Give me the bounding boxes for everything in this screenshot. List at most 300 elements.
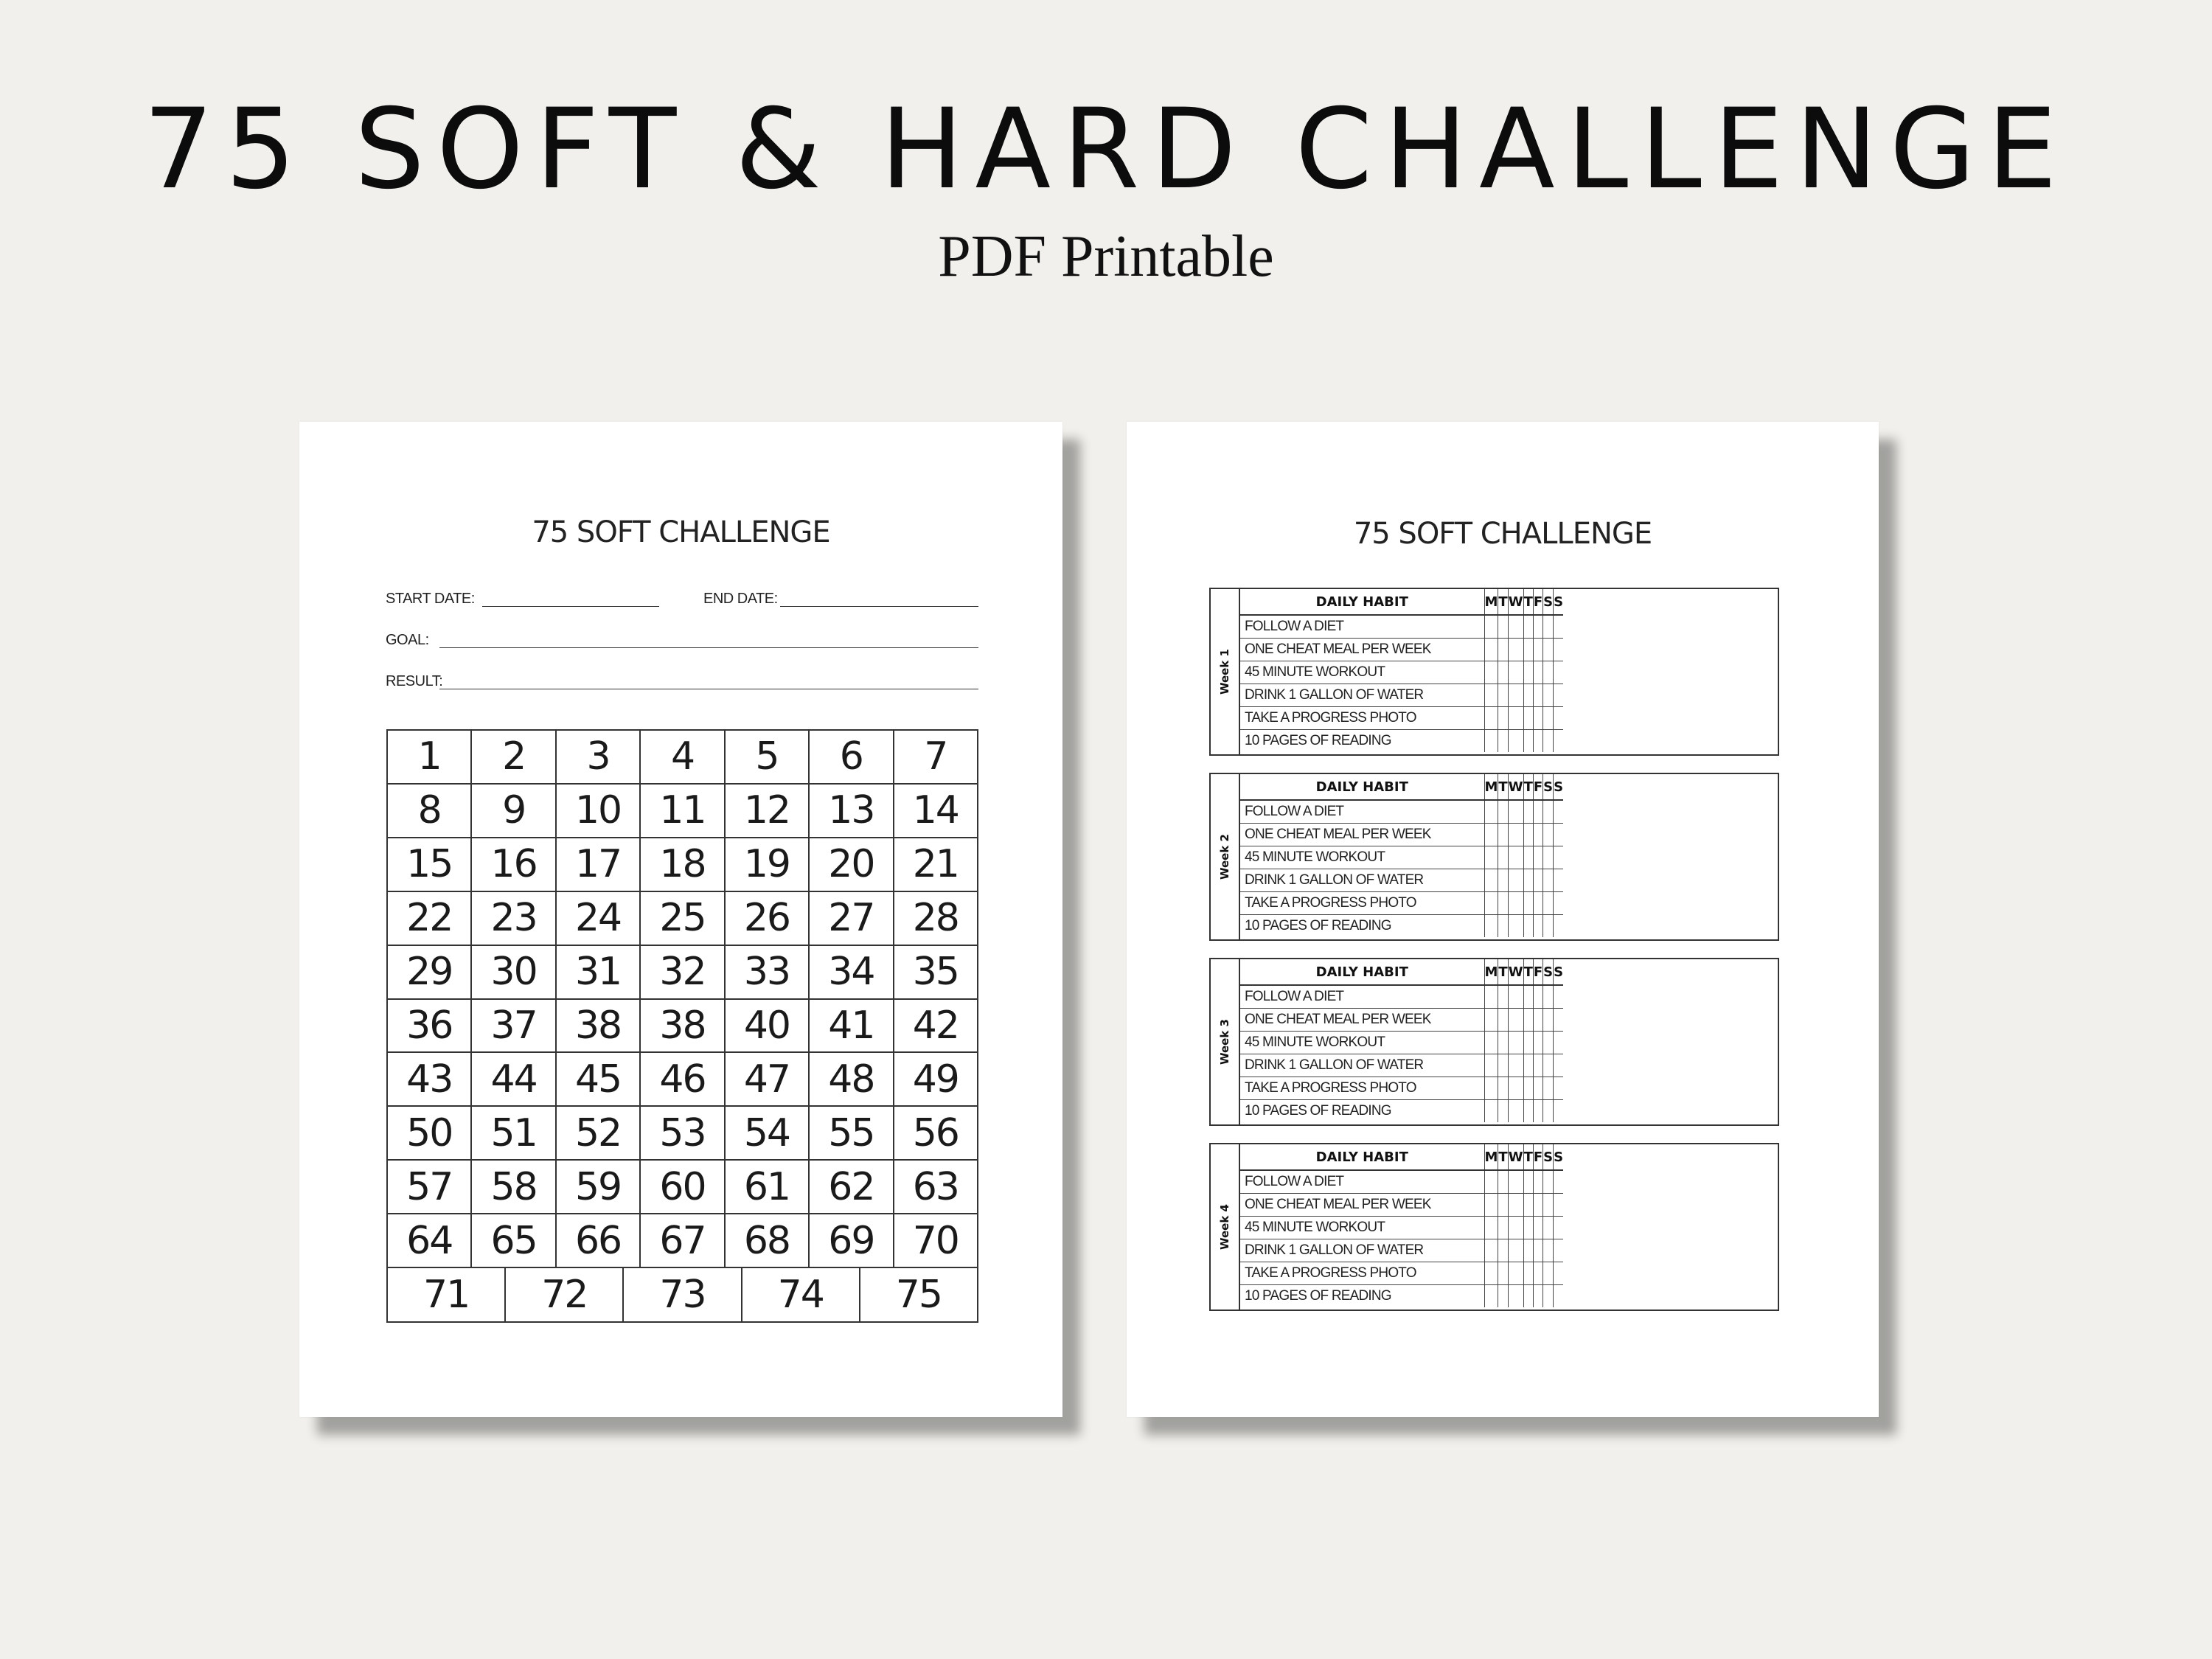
habit-row	[1240, 891, 1563, 914]
checkbox-cell	[1498, 1284, 1508, 1307]
habit-name: ONE CHEAT MEAL PER WEEK	[1240, 1193, 1484, 1216]
day-header: T	[1523, 589, 1533, 615]
checkbox-cell	[1543, 706, 1554, 729]
checkbox-cell	[1554, 1262, 1563, 1284]
checkbox-cell	[1508, 1031, 1523, 1054]
day-cell: 60	[641, 1161, 725, 1214]
habit-row	[1240, 823, 1563, 846]
checkbox-cell	[1533, 1031, 1543, 1054]
checkbox-cell	[1498, 1054, 1508, 1077]
day-header: T	[1498, 959, 1508, 985]
checkbox-cell	[1523, 869, 1533, 891]
checkbox-cell	[1533, 1193, 1543, 1216]
day-cell: 72	[506, 1268, 624, 1323]
day-cell: 70	[894, 1214, 978, 1268]
habit-row	[1240, 1031, 1563, 1054]
checkbox-cell	[1533, 684, 1543, 706]
checkbox-cell	[1543, 823, 1554, 846]
checkbox-cell	[1554, 1077, 1563, 1099]
checkbox-cell	[1543, 800, 1554, 823]
checkbox-cell	[1523, 706, 1533, 729]
habit-name: ONE CHEAT MEAL PER WEEK	[1240, 823, 1484, 846]
checkbox-cell	[1498, 869, 1508, 891]
week-label-column	[1211, 959, 1240, 1124]
habit-row	[1240, 1216, 1563, 1239]
checkbox-cell	[1543, 638, 1554, 661]
day-header: F	[1533, 774, 1543, 800]
day-cell: 65	[472, 1214, 556, 1268]
end-date-label: END DATE:	[703, 591, 778, 607]
habit-table	[1240, 589, 1563, 752]
habit-row	[1240, 846, 1563, 869]
checkbox-cell	[1508, 1216, 1523, 1239]
checkbox-cell	[1508, 823, 1523, 846]
checkbox-cell	[1554, 869, 1563, 891]
day-cell: 26	[726, 892, 810, 946]
day-cell: 42	[894, 1000, 978, 1054]
checkbox-cell	[1554, 1239, 1563, 1262]
day-cell: 66	[557, 1214, 641, 1268]
checkbox-cell	[1554, 985, 1563, 1008]
checkbox-cell	[1533, 1216, 1543, 1239]
habit-name: ONE CHEAT MEAL PER WEEK	[1240, 1008, 1484, 1031]
checkbox-cell	[1554, 1099, 1563, 1122]
checkbox-cell	[1498, 1216, 1508, 1239]
day-cell: 63	[894, 1161, 978, 1214]
habit-header: DAILY HABIT	[1240, 774, 1484, 800]
checkbox-cell	[1523, 729, 1533, 752]
checkbox-cell	[1533, 869, 1543, 891]
habit-table	[1240, 959, 1563, 1122]
checkbox-cell	[1554, 615, 1563, 638]
day-header: S	[1543, 1144, 1554, 1170]
checkbox-cell	[1533, 823, 1543, 846]
checkbox-cell	[1498, 1031, 1508, 1054]
habit-name: TAKE A PROGRESS PHOTO	[1240, 1077, 1484, 1099]
checkbox-cell	[1543, 1193, 1554, 1216]
checkbox-cell	[1543, 1077, 1554, 1099]
day-header: S	[1554, 774, 1563, 800]
day-cell: 29	[388, 946, 472, 1000]
day-cell: 54	[726, 1107, 810, 1161]
habit-name: FOLLOW A DIET	[1240, 985, 1484, 1008]
day-header: W	[1508, 959, 1523, 985]
checkbox-cell	[1523, 1008, 1533, 1031]
habit-name: 10 PAGES OF READING	[1240, 729, 1484, 752]
checkbox-cell	[1484, 684, 1498, 706]
day-header: F	[1533, 959, 1543, 985]
habit-name: DRINK 1 GALLON OF WATER	[1240, 1239, 1484, 1262]
habit-header-row	[1240, 589, 1563, 615]
checkbox-cell	[1543, 914, 1554, 937]
day-cell: 45	[557, 1053, 641, 1107]
checkbox-cell	[1484, 1008, 1498, 1031]
subtitle: PDF Printable	[938, 224, 1274, 289]
checkbox-cell	[1533, 1008, 1543, 1031]
checkbox-cell	[1508, 615, 1523, 638]
day-header: T	[1498, 589, 1508, 615]
checkbox-cell	[1484, 1099, 1498, 1122]
checkbox-cell	[1484, 1077, 1498, 1099]
checkbox-cell	[1523, 800, 1533, 823]
checkbox-cell	[1498, 846, 1508, 869]
day-header: W	[1508, 1144, 1523, 1170]
checkbox-cell	[1484, 846, 1498, 869]
day-cell: 30	[472, 946, 556, 1000]
day-cell: 75	[860, 1268, 978, 1323]
checkbox-cell	[1554, 729, 1563, 752]
habit-row	[1240, 800, 1563, 823]
checkbox-cell	[1508, 914, 1523, 937]
checkbox-cell	[1498, 1170, 1508, 1193]
checkbox-cell	[1533, 638, 1543, 661]
checkbox-cell	[1554, 684, 1563, 706]
day-cell: 11	[641, 785, 725, 838]
goal-line	[439, 647, 978, 648]
checkbox-cell	[1498, 1099, 1508, 1122]
checkbox-cell	[1533, 1099, 1543, 1122]
habit-name: FOLLOW A DIET	[1240, 1170, 1484, 1193]
checkbox-cell	[1498, 985, 1508, 1008]
week-label: Week 4	[1218, 1204, 1231, 1250]
habit-table	[1240, 1144, 1563, 1307]
day-cell: 15	[388, 838, 472, 892]
checkbox-cell	[1533, 985, 1543, 1008]
checkbox-cell	[1523, 1077, 1533, 1099]
checkbox-cell	[1508, 985, 1523, 1008]
checkbox-cell	[1484, 1170, 1498, 1193]
habit-row	[1240, 1054, 1563, 1077]
day-cell: 48	[810, 1053, 894, 1107]
day-cell: 56	[894, 1107, 978, 1161]
day-cell: 71	[388, 1268, 506, 1323]
checkbox-cell	[1533, 846, 1543, 869]
day-cell: 35	[894, 946, 978, 1000]
day-header: S	[1554, 1144, 1563, 1170]
habit-row	[1240, 615, 1563, 638]
habit-header-row	[1240, 959, 1563, 985]
checkbox-cell	[1508, 1170, 1523, 1193]
day-header: S	[1543, 959, 1554, 985]
checkbox-cell	[1523, 1170, 1533, 1193]
checkbox-cell	[1543, 1054, 1554, 1077]
habit-row	[1240, 1284, 1563, 1307]
checkbox-cell	[1508, 1008, 1523, 1031]
checkbox-cell	[1508, 684, 1523, 706]
checkbox-cell	[1484, 729, 1498, 752]
checkbox-cell	[1484, 1193, 1498, 1216]
habit-name: TAKE A PROGRESS PHOTO	[1240, 891, 1484, 914]
checkbox-cell	[1508, 891, 1523, 914]
week-label: Week 1	[1218, 649, 1231, 695]
day-cell: 43	[388, 1053, 472, 1107]
checkbox-cell	[1508, 1262, 1523, 1284]
checkbox-cell	[1543, 1170, 1554, 1193]
day-header: T	[1523, 1144, 1533, 1170]
habit-row	[1240, 1239, 1563, 1262]
checkbox-cell	[1543, 1262, 1554, 1284]
checkbox-cell	[1543, 846, 1554, 869]
checkbox-cell	[1498, 706, 1508, 729]
checkbox-cell	[1508, 869, 1523, 891]
checkbox-cell	[1533, 1284, 1543, 1307]
habit-name: DRINK 1 GALLON OF WATER	[1240, 684, 1484, 706]
checkbox-cell	[1498, 1008, 1508, 1031]
habit-header: DAILY HABIT	[1240, 1144, 1484, 1170]
checkbox-cell	[1508, 1099, 1523, 1122]
checkbox-cell	[1523, 1031, 1533, 1054]
checkbox-cell	[1554, 638, 1563, 661]
day-header: T	[1523, 774, 1533, 800]
checkbox-cell	[1554, 1216, 1563, 1239]
habit-name: TAKE A PROGRESS PHOTO	[1240, 1262, 1484, 1284]
habit-name: 45 MINUTE WORKOUT	[1240, 1216, 1484, 1239]
checkbox-cell	[1554, 706, 1563, 729]
day-cell: 74	[742, 1268, 860, 1323]
habit-name: 10 PAGES OF READING	[1240, 1284, 1484, 1307]
day-cell: 67	[641, 1214, 725, 1268]
page-title: 75 SOFT CHALLENGE	[1353, 517, 1652, 551]
checkbox-cell	[1484, 1216, 1498, 1239]
day-cell: 32	[641, 946, 725, 1000]
checkbox-cell	[1543, 891, 1554, 914]
checkbox-cell	[1523, 638, 1533, 661]
checkbox-cell	[1523, 823, 1533, 846]
habit-name: ONE CHEAT MEAL PER WEEK	[1240, 638, 1484, 661]
habit-row	[1240, 729, 1563, 752]
checkbox-cell	[1484, 1284, 1498, 1307]
day-header: W	[1508, 774, 1523, 800]
habit-name: FOLLOW A DIET	[1240, 800, 1484, 823]
checkbox-cell	[1484, 1262, 1498, 1284]
checkbox-cell	[1523, 1099, 1533, 1122]
day-cell: 68	[726, 1214, 810, 1268]
checkbox-cell	[1523, 891, 1533, 914]
tracker-page-habits	[1127, 422, 1879, 1417]
week-label: Week 3	[1218, 1019, 1231, 1065]
habit-row	[1240, 869, 1563, 891]
day-cell: 4	[641, 731, 725, 785]
checkbox-cell	[1498, 914, 1508, 937]
day-cell: 47	[726, 1053, 810, 1107]
checkbox-cell	[1498, 661, 1508, 684]
checkbox-cell	[1554, 1031, 1563, 1054]
day-header: F	[1533, 1144, 1543, 1170]
day-header: M	[1484, 589, 1498, 615]
day-header: M	[1484, 959, 1498, 985]
checkbox-cell	[1523, 661, 1533, 684]
day-cell: 61	[726, 1161, 810, 1214]
checkbox-cell	[1554, 800, 1563, 823]
day-cell: 52	[557, 1107, 641, 1161]
habit-name: 10 PAGES OF READING	[1240, 914, 1484, 937]
day-header: S	[1543, 774, 1554, 800]
week-label: Week 2	[1218, 834, 1231, 880]
checkbox-cell	[1508, 800, 1523, 823]
checkbox-cell	[1508, 638, 1523, 661]
week-block	[1209, 773, 1779, 941]
day-cell: 3	[557, 731, 641, 785]
day-cell: 22	[388, 892, 472, 946]
checkbox-cell	[1484, 661, 1498, 684]
checkbox-cell	[1533, 661, 1543, 684]
checkbox-cell	[1498, 684, 1508, 706]
checkbox-cell	[1523, 1284, 1533, 1307]
day-cell: 16	[472, 838, 556, 892]
checkbox-cell	[1508, 1193, 1523, 1216]
day-cell: 13	[810, 785, 894, 838]
day-cell: 38	[641, 1000, 725, 1054]
day-cell: 58	[472, 1161, 556, 1214]
checkbox-cell	[1498, 891, 1508, 914]
checkbox-cell	[1484, 891, 1498, 914]
checkbox-cell	[1508, 1077, 1523, 1099]
checkbox-cell	[1543, 729, 1554, 752]
day-header: W	[1508, 589, 1523, 615]
checkbox-cell	[1554, 1193, 1563, 1216]
checkbox-cell	[1523, 1193, 1533, 1216]
day-cell: 14	[894, 785, 978, 838]
habit-name: TAKE A PROGRESS PHOTO	[1240, 706, 1484, 729]
day-header: M	[1484, 1144, 1498, 1170]
checkbox-cell	[1484, 706, 1498, 729]
checkbox-cell	[1543, 1284, 1554, 1307]
checkbox-cell	[1543, 1008, 1554, 1031]
habit-row	[1240, 1262, 1563, 1284]
checkbox-cell	[1498, 1077, 1508, 1099]
habit-row	[1240, 1099, 1563, 1122]
main-title: 75 SOFT & HARD CHALLENGE	[143, 86, 2069, 214]
checkbox-cell	[1543, 869, 1554, 891]
checkbox-cell	[1523, 985, 1533, 1008]
checkbox-cell	[1508, 1239, 1523, 1262]
checkbox-cell	[1533, 1170, 1543, 1193]
habit-row	[1240, 1008, 1563, 1031]
checkbox-cell	[1498, 1239, 1508, 1262]
checkbox-cell	[1543, 1099, 1554, 1122]
day-cell: 59	[557, 1161, 641, 1214]
checkbox-cell	[1533, 729, 1543, 752]
habit-header: DAILY HABIT	[1240, 589, 1484, 615]
habit-row	[1240, 706, 1563, 729]
checkbox-cell	[1508, 729, 1523, 752]
checkbox-cell	[1533, 891, 1543, 914]
day-cell: 44	[472, 1053, 556, 1107]
week-label-column	[1211, 1144, 1240, 1310]
checkbox-cell	[1498, 638, 1508, 661]
habit-name: DRINK 1 GALLON OF WATER	[1240, 1054, 1484, 1077]
checkbox-cell	[1498, 1262, 1508, 1284]
checkbox-cell	[1508, 706, 1523, 729]
checkbox-cell	[1484, 638, 1498, 661]
habit-name: DRINK 1 GALLON OF WATER	[1240, 869, 1484, 891]
checkbox-cell	[1523, 1239, 1533, 1262]
day-cell: 8	[388, 785, 472, 838]
habit-name: 45 MINUTE WORKOUT	[1240, 1031, 1484, 1054]
checkbox-cell	[1523, 684, 1533, 706]
day-cell: 2	[472, 731, 556, 785]
habit-table	[1240, 774, 1563, 937]
day-cell: 20	[810, 838, 894, 892]
checkbox-cell	[1543, 1216, 1554, 1239]
day-cell: 18	[641, 838, 725, 892]
day-cell: 27	[810, 892, 894, 946]
checkbox-cell	[1543, 661, 1554, 684]
checkbox-cell	[1554, 661, 1563, 684]
checkbox-cell	[1523, 846, 1533, 869]
week-label-column	[1211, 589, 1240, 754]
start-date-label: START DATE:	[386, 591, 475, 607]
day-header: T	[1523, 959, 1533, 985]
week-block	[1209, 958, 1779, 1126]
checkbox-cell	[1543, 1031, 1554, 1054]
checkbox-cell	[1554, 1008, 1563, 1031]
habit-row	[1240, 985, 1563, 1008]
checkbox-cell	[1554, 1170, 1563, 1193]
checkbox-cell	[1498, 800, 1508, 823]
day-cell: 17	[557, 838, 641, 892]
checkbox-cell	[1533, 1054, 1543, 1077]
habit-header-row	[1240, 774, 1563, 800]
day-cell: 23	[472, 892, 556, 946]
checkbox-cell	[1484, 823, 1498, 846]
day-cell: 5	[726, 731, 810, 785]
checkbox-cell	[1484, 1239, 1498, 1262]
checkbox-cell	[1554, 891, 1563, 914]
checkbox-cell	[1484, 869, 1498, 891]
habit-row	[1240, 638, 1563, 661]
checkbox-cell	[1533, 706, 1543, 729]
day-cell: 9	[472, 785, 556, 838]
checkbox-cell	[1554, 846, 1563, 869]
day-cell: 46	[641, 1053, 725, 1107]
week-block	[1209, 1143, 1779, 1311]
day-header: T	[1498, 1144, 1508, 1170]
page-title: 75 SOFT CHALLENGE	[532, 515, 830, 549]
day-cell: 64	[388, 1214, 472, 1268]
checkbox-cell	[1523, 615, 1533, 638]
end-date-line	[780, 606, 978, 607]
week-block	[1209, 588, 1779, 756]
day-cell: 73	[624, 1268, 742, 1323]
checkbox-cell	[1533, 914, 1543, 937]
habit-name: 45 MINUTE WORKOUT	[1240, 661, 1484, 684]
day-grid-final-row	[386, 1268, 978, 1323]
day-header: T	[1498, 774, 1508, 800]
day-cell: 69	[810, 1214, 894, 1268]
day-header: M	[1484, 774, 1498, 800]
checkbox-cell	[1554, 1054, 1563, 1077]
tracker-page-days	[299, 422, 1062, 1417]
week-label-column	[1211, 774, 1240, 939]
checkbox-cell	[1554, 823, 1563, 846]
checkbox-cell	[1523, 1216, 1533, 1239]
checkbox-cell	[1523, 1054, 1533, 1077]
habit-row	[1240, 1170, 1563, 1193]
checkbox-cell	[1533, 615, 1543, 638]
habit-row	[1240, 684, 1563, 706]
day-cell: 24	[557, 892, 641, 946]
day-cell: 51	[472, 1107, 556, 1161]
day-cell: 40	[726, 1000, 810, 1054]
day-cell: 37	[472, 1000, 556, 1054]
day-cell: 12	[726, 785, 810, 838]
day-grid	[386, 729, 978, 1268]
checkbox-cell	[1543, 985, 1554, 1008]
habit-row	[1240, 661, 1563, 684]
day-cell: 21	[894, 838, 978, 892]
checkbox-cell	[1484, 985, 1498, 1008]
